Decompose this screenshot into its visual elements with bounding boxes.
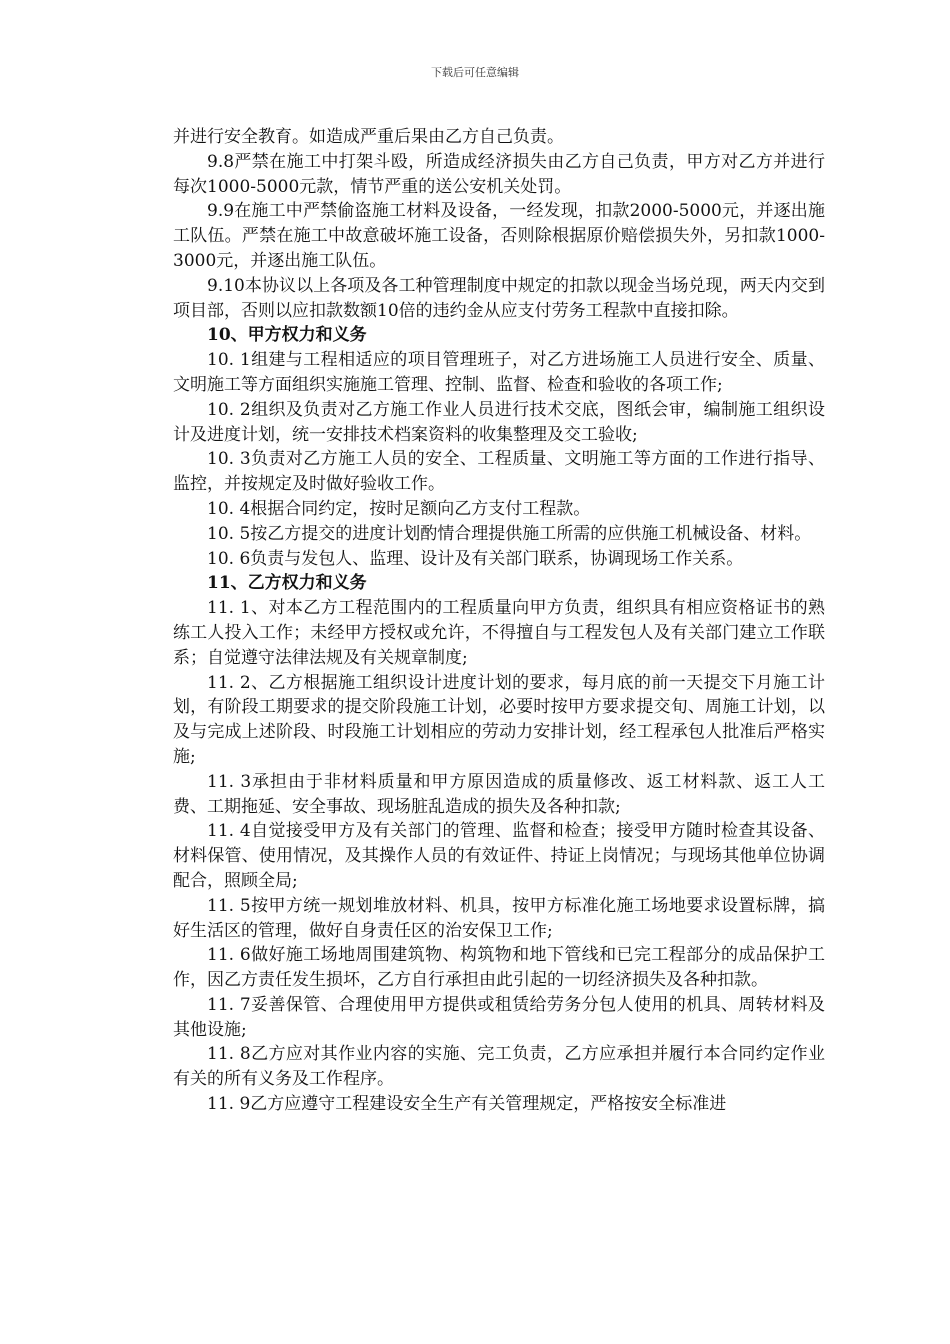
section-heading-11: 11、乙方权力和义务: [207, 573, 367, 594]
clause-11-6: 11. 6做好施工场地周围建筑物、构筑物和地下管线和已完工程部分的成品保护工作，因乙方责任发生损坏，乙方自行承担由此引起的一切经济损失及各种扣款。: [173, 945, 825, 991]
clause-9-8: 9.8严禁在施工中打架斗殴，所造成经济损失由乙方自己负责，甲方对乙方并进行每次1000-5000元款，情节严重的送公安机关处罚。: [173, 151, 825, 197]
clause-10-6: 10. 6负责与发包人、监理、设计及有关部门联系，协调现场工作关系。: [207, 548, 744, 569]
clause-10-2: 10. 2组织及负责对乙方施工作业人员进行技术交底，图纸会审，编制施工组织设计及进度计划，统一安排技术档案资料的收集整理及交工验收;: [173, 399, 825, 445]
document-body: [173, 125, 825, 1117]
clause-11-8: 11. 8乙方应对其作业内容的实施、完工负责，乙方应承担并履行本合同约定作业有关的所有义务及工作程序。: [173, 1044, 825, 1090]
clause-11-5: 11. 5按甲方统一规划堆放材料、机具，按甲方标准化施工场地要求设置标牌，搞好生活区的管理，做好自身责任区的治安保卫工作;: [173, 895, 825, 941]
clause-11-2: 11. 2、乙方根据施工组织设计进度计划的要求，每月底的前一天提交下月施工计划，有阶段工期要求的提交阶段施工计划，必要时按甲方要求提交旬、周施工计划，以及与完成上述阶段、时段施工计划相应的劳动力安排计划，经工程承包人批准后严格实施;: [173, 672, 825, 767]
clause-11-4: 11. 4自觉接受甲方及有关部门的管理、监督和检查；接受甲方随时检查其设备、材料保管、使用情况，及其操作人员的有效证件、持证上岗情况；与现场其他单位协调配合，照顾全局;: [173, 821, 825, 891]
clause-11-9: 11. 9乙方应遵守工程建设安全生产有关管理规定，严格按安全标准进: [207, 1094, 727, 1115]
clause-10-4: 10. 4根据合同约定，按时足额向乙方支付工程款。: [207, 498, 591, 519]
paragraph-continuation: 并进行安全教育。如造成严重后果由乙方自己负责。: [173, 127, 564, 147]
clause-11-7: 11. 7妥善保管、合理使用甲方提供或租赁给劳务分包人使用的机具、周转材料及其他设施;: [173, 994, 825, 1040]
clause-10-1: 10. 1组建与工程相适应的项目管理班子，对乙方进场施工人员进行安全、质量、文明施工等方面组织实施施工管理、控制、监督、检查和验收的各项工作;: [173, 350, 825, 395]
clause-11-3: 11. 3承担由于非材料质量和甲方原因造成的质量修改、返工材料款、返工人工费、工期拖延、安全事故、现场脏乱造成的损失及各种扣款;: [173, 771, 825, 817]
clause-10-3: 10. 3负责对乙方施工人员的安全、工程质量、文明施工等方面的工作进行指导、监控，并按规定及时做好验收工作。: [173, 449, 825, 495]
clause-11-1: 11. 1、对本乙方工程范围内的工程质量向甲方负责，组织具有相应资格证书的熟练工人投入工作；未经甲方授权或允许，不得擅自与工程发包人及有关部门建立工作联系；自觉遵守法律法规及有关规章制度;: [173, 598, 825, 668]
clause-9-9: 9.9在施工中严禁偷盗施工材料及设备，一经发现，扣款2000-5000元，并逐出施工队伍。严禁在施工中故意破坏施工设备，否则除根据原价赔偿损失外，另扣款1000-3000元，并逐出施工队伍。: [173, 201, 825, 271]
section-heading-10: 10、甲方权力和义务: [207, 325, 367, 346]
page-header-note: 下载后可任意编辑: [431, 66, 519, 79]
clause-10-5: 10. 5按乙方提交的进度计划酌情合理提供施工所需的应供施工机械设备、材料。: [207, 523, 812, 544]
clause-9-10: 9.10本协议以上各项及各工种管理制度中规定的扣款以现金当场兑现，两天内交到项目部，否则以应扣款数额10倍的违约金从应支付劳务工程款中直接扣除。: [173, 275, 825, 321]
